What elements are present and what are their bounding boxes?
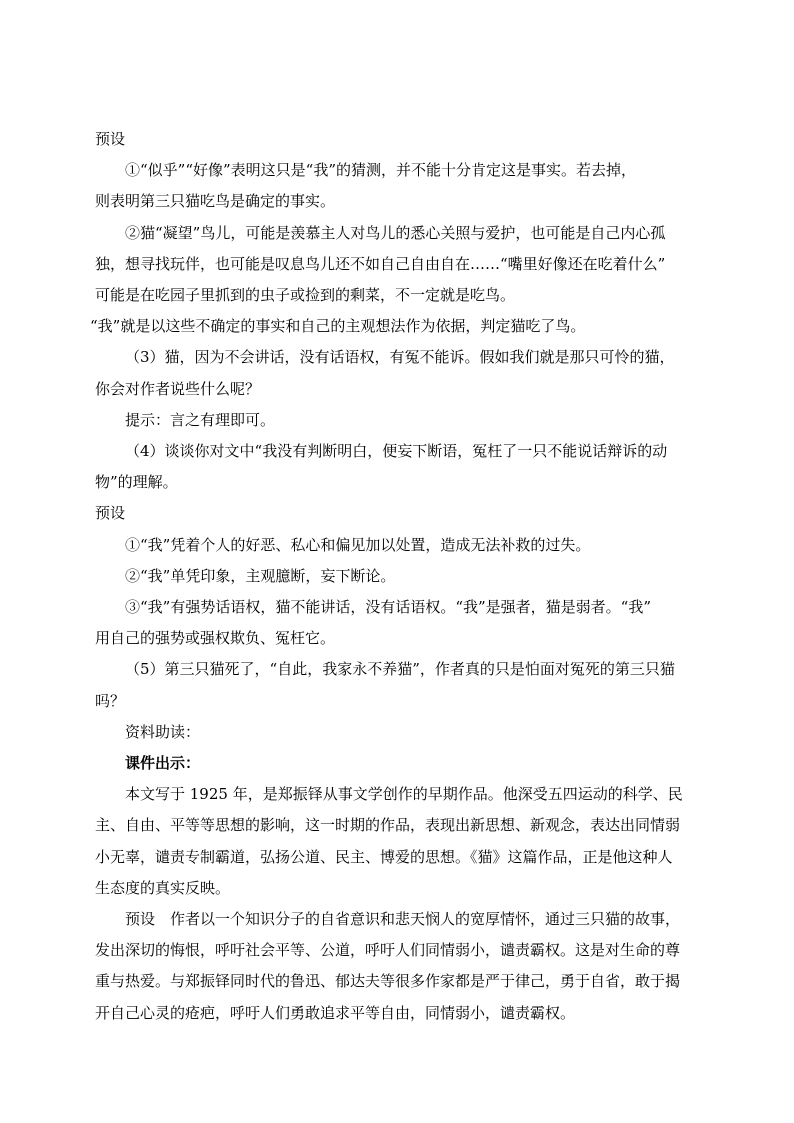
paragraph [95, 498, 715, 529]
text-line: （4）谈谈你对文中“我没有判断明白，便妄下断语，冤枉了一只不能说话辩诉的动 [125, 442, 668, 461]
text-line: ②猫“凝望”鸟儿，可能是羡慕主人对鸟儿的悉心关照与爱护，也可能是自己内心孤 [125, 223, 666, 242]
text-line: 资料助读： [125, 722, 201, 741]
text-line: “我”就是以这些不确定的事实和自己的主观想法作为依据，判定猫吃了鸟。 [90, 317, 586, 336]
text-line: ②“我”单凭印象，主观臆断，妄下断论。 [125, 566, 396, 585]
paragraph [95, 717, 715, 748]
paragraph [95, 748, 715, 779]
paragraph [95, 436, 715, 498]
text-line: 你会对作者说些什么呢？ [95, 379, 261, 398]
paragraph [95, 592, 715, 654]
text-line: ③“我”有强势话语权，猫不能讲话，没有话语权。“我”是强者，猫是弱者。“我” [125, 598, 652, 617]
text-line: 独，想寻找玩伴，也可能是叹息鸟儿还不如自己自由自在……“嘴里好像还在吃着什么” [95, 254, 666, 273]
text-line: 可能是在吃园子里抓到的虫子或捡到的剩菜，不一定就是吃鸟。 [95, 286, 516, 305]
text-line: ①“似乎”“好像”表明这只是“我”的猜测，并不能十分肯定这是事实。若去掉， [125, 161, 637, 180]
document-body [90, 124, 715, 1029]
paragraph [95, 904, 715, 1029]
text-line: （5）第三只猫死了，“自此，我家永不养猫”，作者真的只是怕面对冤死的第三只猫 [125, 660, 675, 679]
paragraph [90, 311, 715, 342]
text-line: 物”的理解。 [95, 473, 178, 492]
paragraph [95, 530, 715, 561]
paragraph [95, 155, 715, 217]
text-line: 主、自由、平等等思想的影响，这一时期的作品，表现出新思想、新观念，表达出同情弱 [95, 816, 681, 835]
text-line: 预设 [95, 130, 126, 148]
text-line: 提示：言之有理即可。 [125, 410, 276, 429]
paragraph [95, 779, 715, 904]
paragraph [95, 405, 715, 436]
text-line: 则表明第三只猫吃鸟是确定的事实。 [95, 192, 336, 211]
paragraph [95, 654, 715, 716]
text-line: 本文写于 1925 年，是郑振铎从事文学创作的早期作品。他深受五四运动的科学、民 [125, 785, 683, 804]
paragraph [95, 218, 715, 312]
paragraph [95, 342, 715, 404]
text-line: ①“我”凭着个人的好恶、私心和偏见加以处置，造成无法补救的过失。 [125, 535, 591, 554]
text-line: 用自己的强势或强权欺负、冤枉它。 [95, 629, 336, 648]
text-line: 发出深切的悔恨，呼吁社会平等、公道，呼吁人们同情弱小，谴责霸权。这是对生命的尊 [95, 941, 681, 960]
text-line: （3）猫，因为不会讲话，没有话语权，有冤不能诉。假如我们就是那只可怜的猫， [125, 348, 675, 367]
text-line: 开自己心灵的疮疤，呼吁人们勇敢追求平等自由，同情弱小，谴责霸权。 [95, 1003, 576, 1022]
paragraph [95, 561, 715, 592]
text-line: 预设 作者以一个知识分子的自省意识和悲天悯人的宽厚情怀，通过三只猫的故事， [125, 910, 681, 929]
text-line: 生态度的真实反映。 [95, 878, 231, 897]
text-line: 小无辜，谴责专制霸道，弘扬公道、民主、博爱的思想。《猫》这篇作品，正是他这种人 [95, 847, 673, 866]
text-line: 重与热爱。与郑振铎同时代的鲁迅、郁达夫等很多作家都是严于律己，勇于自省，敢于揭 [95, 972, 681, 991]
text-line: 预设 [95, 504, 126, 523]
text-line: 吗？ [95, 691, 126, 710]
paragraph [95, 124, 715, 155]
text-line: 课件出示： [125, 754, 201, 773]
